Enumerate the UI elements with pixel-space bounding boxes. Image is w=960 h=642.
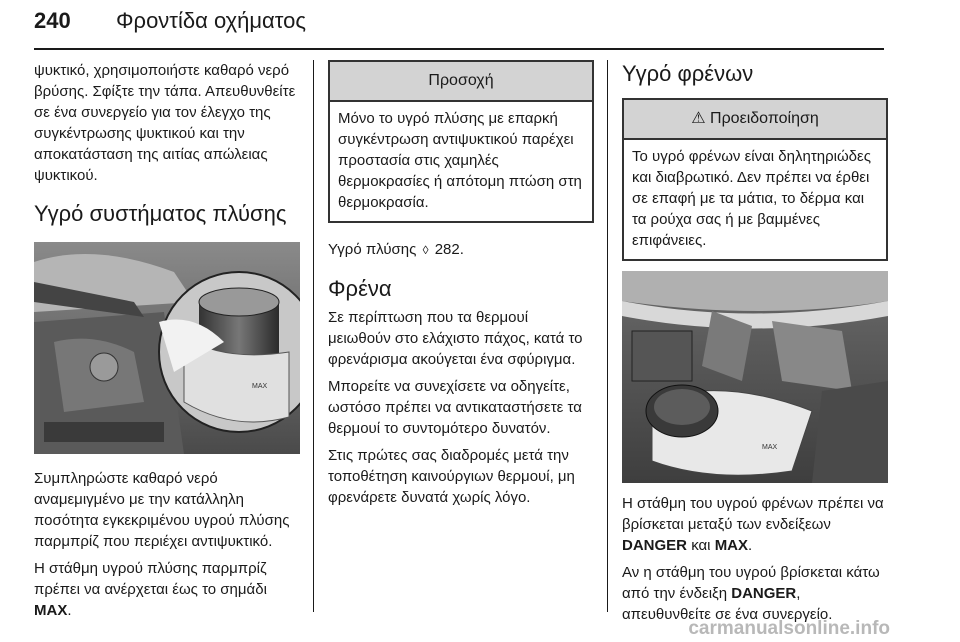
danger-mark-label: DANGER: [622, 537, 688, 554]
brake-low-post: , απευθυνθείτε σε ένα συνεργείο.: [622, 585, 833, 623]
page-title: Φροντίδα οχήματος: [116, 8, 306, 33]
brake-low-text: [622, 562, 888, 625]
warning-triangle-icon: ⚠: [691, 110, 706, 127]
max-mark-label: MAX: [34, 602, 68, 619]
column-divider: [313, 60, 314, 612]
warning-header: [624, 100, 886, 140]
brake-level-post: .: [748, 537, 753, 554]
danger-mark-label: DANGER: [731, 585, 797, 602]
warning-title: Προειδοποίηση: [710, 110, 819, 127]
max-mark-label: MAX: [714, 537, 749, 554]
svg-text:MAX: MAX: [252, 383, 268, 390]
coolant-intro-text: ψυκτικό, χρησιμοποιήστε καθαρό νερό βρύσης. Σφίξτε την τάπα. Απευθυνθείτε σε ένα συνεργείο για τον έλεγχο της συγκέντρωσης ψυκτικού και την αποκατάσταση της αιτίας απώλειας ψυκτικού.: [34, 62, 296, 184]
brakes-heading: Φρένα: [328, 276, 392, 301]
washer-level-pre: Η στάθμη υγρού πλύσης παρμπρίζ πρέπει να ανέρχεται έως το σημάδι: [34, 560, 267, 598]
reference-end: .: [459, 241, 464, 258]
warning-box: [622, 98, 888, 261]
brakes-para-2: Μπορείτε να συνεχίσετε να οδηγείτε, ωστόσο πρέπει να αντικαταστήσετε τα θερμουί το συντομότερο δυνατόν.: [328, 378, 582, 437]
column-divider: [607, 60, 608, 612]
caution-box: [328, 60, 594, 223]
page-header: [34, 8, 884, 42]
brake-fluid-heading: Υγρό φρένων: [622, 61, 754, 86]
washer-level-text: [34, 558, 300, 621]
svg-text:MAX: MAX: [762, 444, 778, 451]
reference-page[interactable]: 282: [434, 241, 460, 258]
column-middle: [328, 60, 594, 514]
brake-level-pre: Η στάθμη του υγρού φρένων πρέπει να βρίσκεται μεταξύ των ενδείξεων: [622, 495, 884, 533]
reference-text: Υγρό πλύσης: [328, 241, 417, 258]
washer-fluid-heading: Υγρό συστήματος πλύσης: [34, 201, 287, 226]
brake-level-text: [622, 493, 888, 556]
washer-reservoir-photo: [34, 242, 300, 454]
watermark: carmanualsonline.info: [688, 618, 890, 639]
brake-level-mid: και: [691, 537, 711, 554]
warning-text: Το υγρό φρένων είναι δηλητηριώδες και διαβρωτικό. Δεν πρέπει να έρθει σε επαφή με τα μάτια, το δέρμα και τα ρούχα σας ή με βαμμένες επιφάνειες.: [632, 148, 871, 249]
washer-fill-instruction: Συμπληρώστε καθαρό νερό αναμεμιγμένο με την κατάλληλη ποσότητα εγκεκριμένου υγρού πλύσης παρμπρίζ που περιέχει αντιψυκτικό.: [34, 470, 290, 550]
header-rule: [34, 48, 884, 50]
page-number: 240: [34, 8, 71, 33]
washer-level-post: .: [67, 602, 72, 619]
washer-fluid-reference: [328, 239, 594, 261]
caution-text: Μόνο το υγρό πλύσης με επαρκή συγκέντρωση αντιψυκτικού παρέχει προστασία στις χαμηλές θερμοκρασίες ή απότομη πτώση στη θερμοκρασία.: [338, 110, 582, 211]
brakes-para-1: Σε περίπτωση που τα θερμουί μειωθούν στο ελάχιστο πάχος, κατά το φρενάρισμα ακούγεται ένα σφύριγμα.: [328, 309, 583, 368]
caution-title: Προσοχή: [330, 62, 592, 102]
arrow-ref-icon: ◊: [422, 243, 429, 257]
brake-fluid-reservoir-photo: [622, 271, 888, 483]
brakes-para-3: Στις πρώτες σας διαδρομές μετά την τοποθέτηση καινούργιων θερμουί, μη φρενάρετε δυνατά χωρίς λόγο.: [328, 447, 575, 506]
brake-low-pre: Αν η στάθμη του υγρού βρίσκεται κάτω από την ένδειξη: [622, 564, 880, 602]
column-right: [622, 60, 888, 631]
column-left: [34, 60, 300, 627]
